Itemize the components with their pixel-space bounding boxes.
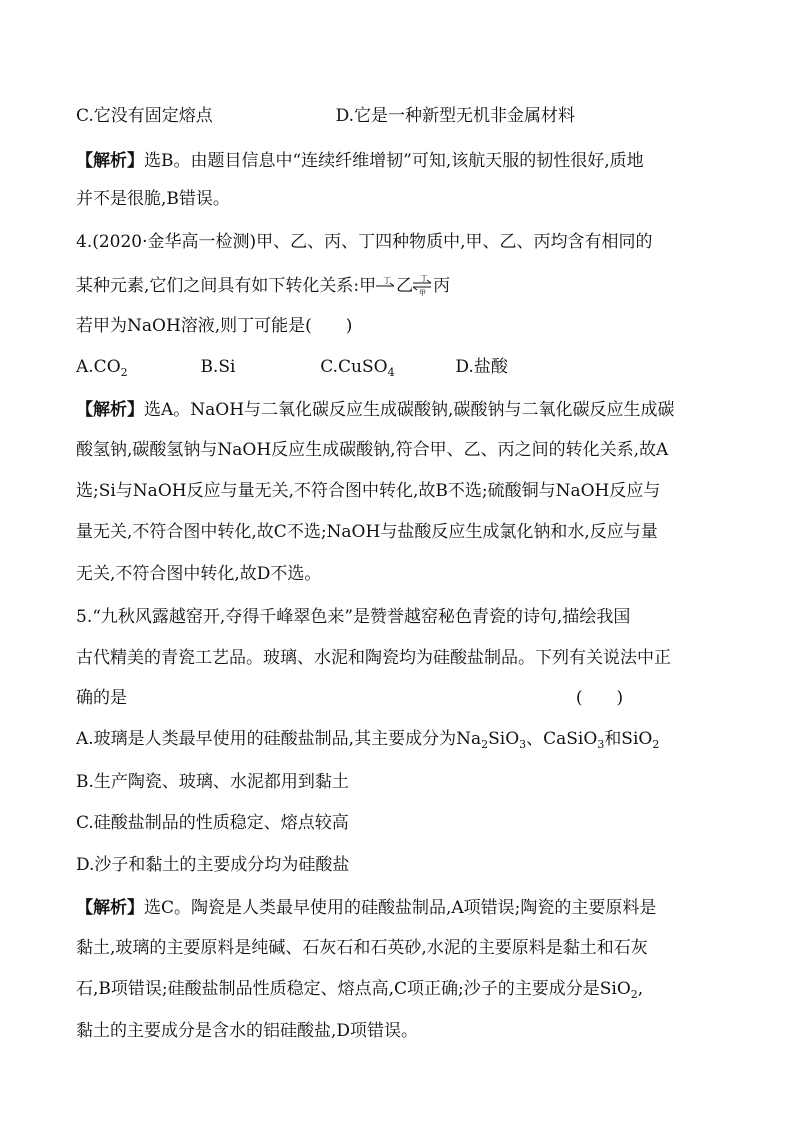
q3-analysis-line-2: 并不是很脆,B错误。	[76, 189, 230, 209]
q3-option-c: C.它没有固定熔点	[76, 106, 213, 126]
q3-option-d: D.它是一种新型无机非金属材料	[335, 106, 576, 126]
arrow-2-label-bottom: 甲	[419, 289, 427, 297]
q4-analysis-line-4: 量无关,不符合图中转化,故C不选;NaOH与盐酸反应生成氯化钠和水,反应与量	[76, 522, 658, 542]
q4-option-b: B.Si	[200, 357, 236, 377]
q4-option-d: D.盐酸	[455, 357, 508, 377]
analysis-label: 【解析】	[76, 400, 144, 420]
q4-stem-line-3: 若甲为NaOH溶液,则丁可能是( )	[76, 316, 353, 336]
q4-analysis-line-1: 【解析】选A。NaOH与二氧化碳反应生成碳酸钠,碳酸钠与二氧化碳反应生成碳	[76, 400, 675, 420]
q4-analysis-line-2: 酸氢钠,碳酸氢钠与NaOH反应生成碳酸钠,符合甲、乙、丙之间的转化关系,故A	[76, 440, 669, 460]
q5-analysis-line-1: 【解析】选C。陶瓷是人类最早使用的硅酸盐制品,A项错误;陶瓷的主要原料是	[76, 898, 657, 918]
arrow-2-label-top: 丁	[420, 275, 429, 283]
q4-stem-line-1: 4.(2020·金华高一检测)甲、乙、丙、丁四种物质中,甲、乙、丙均含有相同的	[76, 232, 653, 252]
analysis-label: 【解析】	[76, 151, 144, 171]
reaction-arrow-1	[376, 275, 396, 297]
q4-options-row	[76, 356, 508, 384]
q4-analysis-line-3: 选;Si与NaOH反应与量无关,不符合图中转化,故B不选;硫酸铜与NaOH反应与	[76, 481, 661, 501]
q4-stem-line-2: 某种元素,它们之间具有如下转化关系:甲 丁 乙 丁 甲 丙	[76, 275, 451, 297]
q3-options-row	[76, 105, 575, 127]
q5-stem-line-2: 古代精美的青瓷工艺品。玻璃、水泥和陶瓷均为硅酸盐制品。下列有关说法中正	[76, 648, 671, 668]
q5-analysis-line-4: 黏土的主要成分是含水的铝硅酸盐,D项错误。	[76, 1021, 419, 1041]
reaction-arrow-2	[413, 275, 433, 297]
q4-analysis-line-5: 无关,不符合图中转化,故D不选。	[76, 564, 322, 584]
q5-option-c: C.硅酸盐制品的性质稳定、熔点较高	[76, 813, 349, 833]
q4-option-c: C.CuSO$_4$	[320, 357, 395, 379]
q5-option-a: A.玻璃是人类最早使用的硅酸盐制品,其主要成分为$Na_2SiO_3$、CaSiO$_3$和SiO$_2$	[76, 729, 660, 751]
analysis-label: 【解析】	[76, 898, 144, 918]
q3-analysis-line-1: 【解析】选B。由题目信息中“连续纤维增韧”可知,该航天服的韧性很好,质地	[76, 151, 644, 171]
q4-option-a: $A.CO_2$	[76, 357, 128, 379]
q5-analysis-line-2: 黏土,玻璃的主要原料是纯碱、石灰石和石英砂,水泥的主要原料是黏土和石灰	[76, 938, 648, 958]
arrow-1-label: 丁	[383, 276, 392, 285]
answer-paren: ( )	[575, 688, 624, 708]
q5-stem-line-1: 5.“九秋风露越窑开,夺得千峰翠色来”是赞誉越窑秘色青瓷的诗句,描绘我国	[76, 607, 631, 627]
q5-analysis-line-3: 石,B项错误;硅酸盐制品性质稳定、熔点高,C项正确;沙子的主要成分是SiO$_2$,	[76, 979, 644, 1001]
q5-option-d: D.沙子和黏土的主要成分均为硅酸盐	[76, 855, 350, 875]
q5-stem-line-3: 确的是 ( )	[76, 688, 624, 708]
q5-option-b: B.生产陶瓷、玻璃、水泥都用到黏土	[76, 772, 349, 792]
